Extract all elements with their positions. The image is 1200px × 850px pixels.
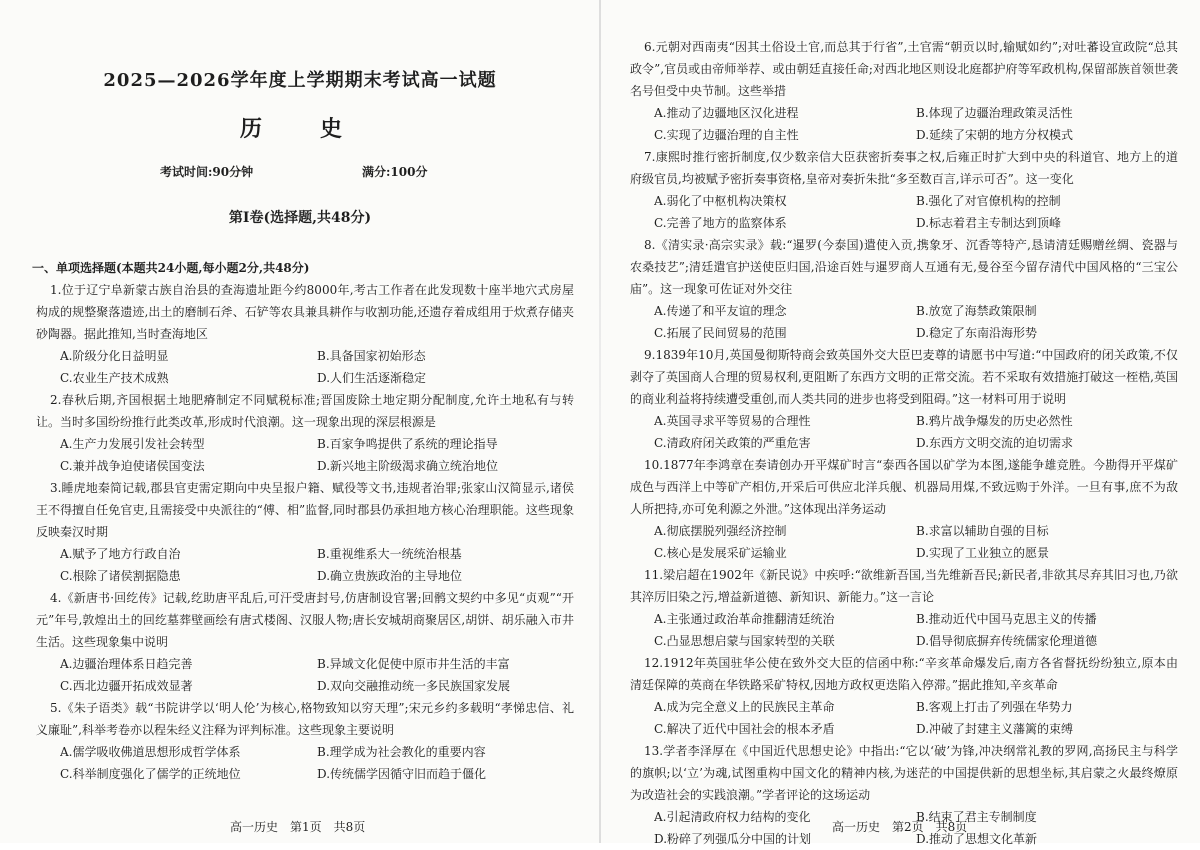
answer-option: C.拓展了民间贸易的范围 <box>654 326 787 340</box>
answer-option: A.彻底摆脱列强经济控制 <box>654 524 787 538</box>
right-question-list <box>630 36 1178 850</box>
answer-option: C.完善了地方的监察体系 <box>654 216 787 230</box>
answer-option: A.阶级分化日益明显 <box>60 349 169 363</box>
answer-options <box>630 608 1178 652</box>
answer-options <box>630 696 1178 740</box>
answer-option: D.新兴地主阶级渴求确立统治地位 <box>317 459 499 473</box>
answer-option: A.英国寻求平等贸易的合理性 <box>654 414 811 428</box>
answer-option: D.粉碎了列强瓜分中国的计划 <box>654 832 812 846</box>
answer-option: D.稳定了东南沿海形势 <box>916 326 1038 340</box>
answer-option: C.解决了近代中国社会的根本矛盾 <box>654 722 835 736</box>
answer-option: B.推动近代中国马克思主义的传播 <box>916 612 1097 626</box>
answer-option: D.标志着君主专制达到顶峰 <box>916 216 1062 230</box>
answer-option: A.传递了和平友谊的理念 <box>654 304 787 318</box>
answer-options <box>630 102 1178 146</box>
page-footer: 高一历史 第2页 共8页 <box>832 820 968 834</box>
answer-option: C.农业生产技术成熟 <box>60 371 169 385</box>
answer-option: D.确立贵族政治的主导地位 <box>317 569 463 583</box>
answer-options <box>630 520 1178 564</box>
answer-option: D.东西方文明交流的迫切需求 <box>916 436 1074 450</box>
question-stem: 11.梁启超在1902年《新民说》中疾呼:“欲维新吾国,当先维新吾民;新民者,非欲其尽弃其旧习也,乃欲其淬厉旧染之污,增益新道德、新知识、新能力。”这一言论 <box>630 568 1178 604</box>
subject-title: 历 史 <box>239 116 360 142</box>
answer-options <box>630 190 1178 234</box>
answer-options <box>36 345 574 389</box>
answer-option: A.推动了边疆地区汉化进程 <box>654 106 799 120</box>
question-stem: 3.睡虎地秦简记载,郡县官吏需定期向中央呈报户籍、赋役等文书,违规者治罪;张家山汉简显示,诸侯王不得擅自任免官吏,且需接受中央派往的“傅、相”监督,同时郡县仍承担地方核心治理职能。这些现象反映秦汉时期 <box>36 481 574 539</box>
answer-option: C.核心是发展采矿运输业 <box>654 546 787 560</box>
question-item <box>630 652 1178 740</box>
page-one <box>0 0 600 843</box>
answer-option: A.引起清政府权力结构的变化 <box>654 810 811 824</box>
left-question-list <box>32 257 574 785</box>
question-item <box>36 587 574 697</box>
answer-option: B.重视维系大一统统治根基 <box>317 547 462 561</box>
answer-option: C.科举制度强化了儒学的正统地位 <box>60 767 241 781</box>
answer-option: C.凸显思想启蒙与国家转型的关联 <box>654 634 835 648</box>
question-item <box>36 477 574 587</box>
question-stem: 1.位于辽宁阜新蒙古族自治县的查海遗址距今约8000年,考古工作者在此发现数十座半地穴式房屋构成的规整聚落遗迹,出土的磨制石斧、石铲等农具兼具耕作与收割功能,还遗存着成组用于炊煮存储夹砂陶器。据此推知,当时查海地区 <box>36 283 574 341</box>
question-stem: 7.康熙时推行密折制度,仅少数亲信大臣获密折奏事之权,后雍正时扩大到中央的科道官、地方上的道府级官员,均被赋予密折奏事资格,皇帝对奏折朱批“多至数百言,详示可否”。这一变化 <box>630 150 1178 186</box>
answer-option: D.双向交融推动统一多民族国家发展 <box>317 679 511 693</box>
answer-option: C.兼并战争迫使诸侯国变法 <box>60 459 205 473</box>
answer-option: D.传统儒学因循守旧而趋于僵化 <box>317 767 487 781</box>
volume-heading: 第Ⅰ卷(选择题,共48分) <box>228 210 372 226</box>
answer-option: D.倡导彻底摒弃传统儒家伦理道德 <box>916 634 1098 648</box>
answer-option: B.具备国家初始形态 <box>317 349 426 363</box>
answer-option: A.弱化了中枢机构决策权 <box>654 194 787 208</box>
answer-options <box>36 433 574 477</box>
question-item <box>630 234 1178 344</box>
question-item <box>630 36 1178 146</box>
answer-options <box>36 543 574 587</box>
answer-option: A.赋予了地方行政自治 <box>60 547 181 561</box>
question-stem: 4.《新唐书·回纥传》记载,纥助唐平乱后,可汗受唐封号,仿唐制设官署;回鹘文契约中多见“贞观”“开元”年号,敦煌出土的回纥墓葬壁画绘有唐式楼阁、汉服人物;唐长安城胡商聚居区,胡饼、胡乐融入市井生活。这些现象集中说明 <box>36 591 574 649</box>
answer-option: C.西北边疆开拓成效显著 <box>60 679 193 693</box>
answer-option: A.主张通过政治革命推翻清廷统治 <box>654 612 835 626</box>
answer-option: A.儒学吸收佛道思想形成哲学体系 <box>60 745 241 759</box>
answer-option: B.结束了君主专制制度 <box>916 810 1037 824</box>
answer-option: B.异域文化促使中原市井生活的丰富 <box>317 657 510 671</box>
answer-option: C.实现了边疆治理的自主性 <box>654 128 799 142</box>
answer-option: A.成为完全意义上的民族民主革命 <box>654 700 835 714</box>
question-stem: 13.学者李泽厚在《中国近代思想史论》中指出:“它以‘破’为锋,冲决纲常礼教的罗网,高扬民主与科学的旗帜;以‘立’为魂,试图重构中国文化的精神内核,为迷茫的中国提供新的思想坐标,其启蒙之火最终燎原为改造社会的实践浪潮。”学者评论的这场运动 <box>630 744 1178 802</box>
question-stem: 10.1877年李鸿章在奏请创办开平煤矿时言“泰西各国以矿学为本图,遂能争雄竞胜。今勘得开平煤矿成色与西洋上中等矿产相仿,开采后可供应北洋兵舰、机器局用煤,不致远购于外洋。一旦有事,庶不为敌人所把持,亦可免利源之外泄。”这体现出洋务运动 <box>630 458 1178 516</box>
answer-option: D.推动了思想文化革新 <box>916 832 1038 846</box>
answer-option: B.求富以辅助自强的目标 <box>916 524 1049 538</box>
question-item <box>630 344 1178 454</box>
answer-option: B.放宽了海禁政策限制 <box>916 304 1037 318</box>
answer-option: B.理学成为社会教化的重要内容 <box>317 745 486 759</box>
full-score: 满分:100分 <box>362 165 428 179</box>
answer-option: D.人们生活逐渐稳定 <box>317 371 427 385</box>
question-stem: 9.1839年10月,英国曼彻斯特商会致英国外交大臣巴麦尊的请愿书中写道:“中国政府的闭关政策,不仅剥夺了英国商人合理的贸易权利,更阻断了东西方文明的正常交流。若不采取有效措施打破这一桎梏,英国的商业利益将持续遭受重创,而人类共同的进步也将受到阻碍。”这一材料可用于说明 <box>630 348 1178 406</box>
question-stem: 5.《朱子语类》载“书院讲学以‘明人伦’为核心,格物致知以穷天理”;宋元乡约多载明“孝悌忠信、礼义廉耻”,科举考卷亦以程朱经义注释为评判标准。这些现象主要说明 <box>36 701 574 737</box>
answer-option: A.边疆治理体系日趋完善 <box>60 657 193 671</box>
exam-time: 考试时间:90分钟 <box>160 165 254 179</box>
answer-option: A.生产力发展引发社会转型 <box>60 437 205 451</box>
page-footer: 高一历史 第1页 共8页 <box>230 820 366 834</box>
answer-option: B.客观上打击了列强在华势力 <box>916 700 1073 714</box>
question-stem: 8.《清实录·高宗实录》载:“暹罗(今泰国)遣使入贡,携象牙、沉香等特产,恳请清廷赐赠丝绸、瓷器与农桑技艺”;清廷遣官护送使臣归国,沿途百姓与暹罗商人互通有无,曼谷至今留存清代中国风格的“三宝公庙”。这一现象可佐证对外交往 <box>630 238 1178 296</box>
answer-options <box>630 410 1178 454</box>
question-stem: 12.1912年英国驻华公使在致外交大臣的信函中称:“辛亥革命爆发后,南方各省督抚纷纷独立,原本由清廷保障的英商在华铁路采矿特权,因地方政权更迭陷入停滞。”据此推知,辛亥革命 <box>630 656 1178 692</box>
question-stem: 6.元朝对西南夷“因其土俗设土官,而总其于行省”,土官需“朝贡以时,输赋如约”;对吐蕃设宣政院“总其政令”,官员或由帝师举荐、或由朝廷直接任命;对西北地区则设北庭都护府等军政机构,保留部族首领世袭名号但受中央节制。这些举措 <box>630 40 1178 98</box>
answer-option: B.鸦片战争爆发的历史必然性 <box>916 414 1073 428</box>
question-stem: 2.春秋后期,齐国根据土地肥瘠制定不同赋税标准;晋国废除土地定期分配制度,允许土地私有与转让。当时多国纷纷推行此类改革,形成时代浪潮。这一现象出现的深层根源是 <box>36 393 574 429</box>
answer-option: D.冲破了封建主义藩篱的束缚 <box>916 722 1074 736</box>
answer-option: B.强化了对官僚机构的控制 <box>916 194 1061 208</box>
page-two <box>600 0 1200 846</box>
answer-option: C.清政府闭关政策的严重危害 <box>654 436 811 450</box>
answer-options <box>36 653 574 697</box>
question-item <box>36 697 574 785</box>
answer-options <box>36 741 574 785</box>
answer-options <box>630 300 1178 344</box>
question-item <box>630 564 1178 652</box>
question-item <box>630 146 1178 234</box>
answer-option: D.延续了宋朝的地方分权模式 <box>916 128 1074 142</box>
answer-option: B.体现了边疆治理政策灵活性 <box>916 106 1073 120</box>
question-item <box>630 454 1178 564</box>
question-item <box>36 279 574 389</box>
answer-option: D.实现了工业独立的愿景 <box>916 546 1050 560</box>
exam-title: 2025—2026学年度上学期期末考试高一试题 <box>103 70 497 91</box>
question-item <box>36 389 574 477</box>
section-heading: 一、单项选择题(本题共24小题,每小题2分,共48分) <box>32 261 310 275</box>
answer-option: C.根除了诸侯割据隐患 <box>60 569 181 583</box>
answer-option: B.百家争鸣提供了系统的理论指导 <box>317 437 498 451</box>
